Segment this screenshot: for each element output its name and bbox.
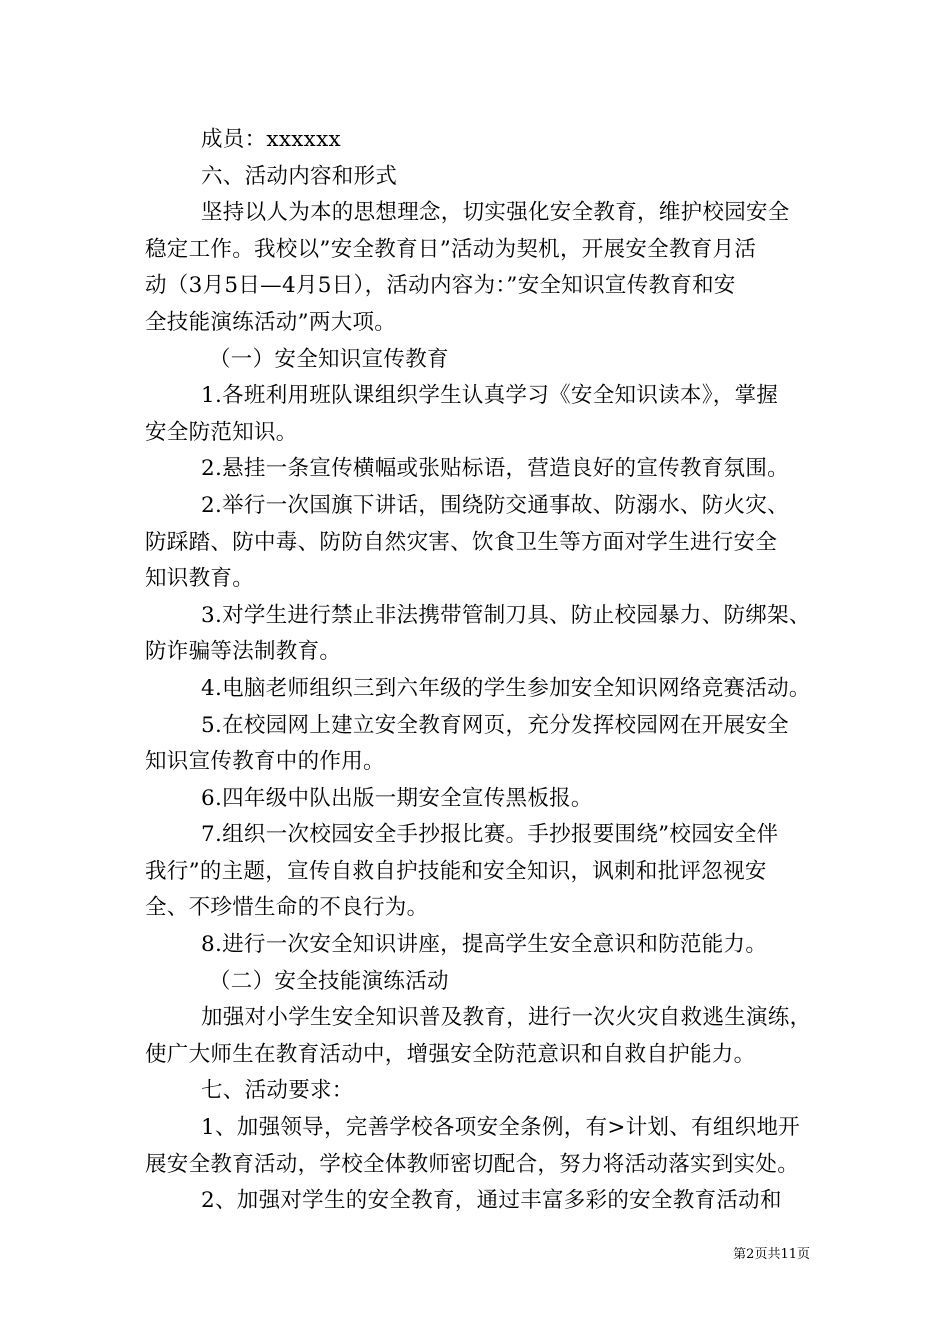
page-number-footer: 第2页共11页: [733, 1247, 810, 1262]
list-item-continuation: 全、不珍惜生命的不良行为。: [145, 895, 429, 921]
list-item: 5.在校园网上建立安全教育网页，充分发挥校园网在开展安全: [201, 712, 789, 738]
document-body: [145, 122, 815, 1220]
list-item-continuation: 知识教育。: [145, 566, 255, 592]
list-item: 6.四年级中队出版一期安全宣传黑板报。: [201, 785, 593, 811]
list-item-continuation: 知识宣传教育中的作用。: [145, 749, 385, 775]
section-heading-6: 六、活动内容和形式: [201, 163, 398, 189]
paragraph-line: 稳定工作。我校以”安全教育日”活动为契机，开展安全教育月活: [145, 236, 757, 262]
list-item: 2.举行一次国旗下讲话，围绕防交通事故、防溺水、防火灾、: [201, 492, 789, 518]
list-item: 1、加强领导，完善学校各项安全条例，有>计划、有组织地开: [201, 1115, 801, 1141]
paragraph-line: 动（3月5日—4月5日），活动内容为：”安全知识宣传教育和安: [145, 273, 736, 299]
list-item-continuation: 安全防范知识。: [145, 419, 298, 445]
paragraph-line: 加强对小学生安全知识普及教育，进行一次火灾自救逃生演练，: [201, 1005, 812, 1031]
subsection-heading-2: （二）安全技能演练活动: [209, 968, 449, 994]
paragraph-line: 坚持以人为本的思想理念，切实强化安全教育，维护校园安全: [201, 200, 790, 226]
list-item: 1.各班利用班队课组织学生认真学习《安全知识读本》，掌握: [201, 383, 779, 409]
list-item-continuation: 防诈骗等法制教育。: [145, 639, 342, 665]
paragraph-line: 全技能演练活动”两大项。: [145, 309, 397, 335]
list-item: 8.进行一次安全知识讲座，提高学生安全意识和防范能力。: [201, 932, 768, 958]
section-heading-7: 七、活动要求：: [201, 1078, 354, 1104]
list-item-continuation: 防踩踏、防中毒、防防自然灾害、饮食卫生等方面对学生进行安全: [145, 529, 778, 555]
list-item: 2.悬挂一条宣传横幅或张贴标语，营造良好的宣传教育氛围。: [201, 456, 789, 482]
list-item-continuation: 展安全教育活动，学校全体教师密切配合，努力将活动落实到实处。: [145, 1151, 800, 1177]
paragraph-line: 使广大师生在教育活动中，增强安全防范意识和自救自护能力。: [145, 1041, 756, 1067]
list-item: 4.电脑老师组织三到六年级的学生参加安全知识网络竞赛活动。: [201, 675, 811, 701]
list-item: 2、加强对学生的安全教育，通过丰富多彩的安全教育活动和: [201, 1188, 782, 1214]
list-item: 7.组织一次校园安全手抄报比赛。手抄报要围绕”校园安全伴: [201, 822, 779, 848]
members-line: 成员：xxxxxx: [201, 127, 341, 152]
list-item-continuation: 我行”的主题，宣传自救自护技能和安全知识，讽刺和批评忽视安: [145, 858, 767, 884]
list-item: 3.对学生进行禁止非法携带管制刀具、防止校园暴力、防绑架、: [201, 602, 811, 628]
subsection-heading-1: （一）安全知识宣传教育: [209, 346, 449, 372]
